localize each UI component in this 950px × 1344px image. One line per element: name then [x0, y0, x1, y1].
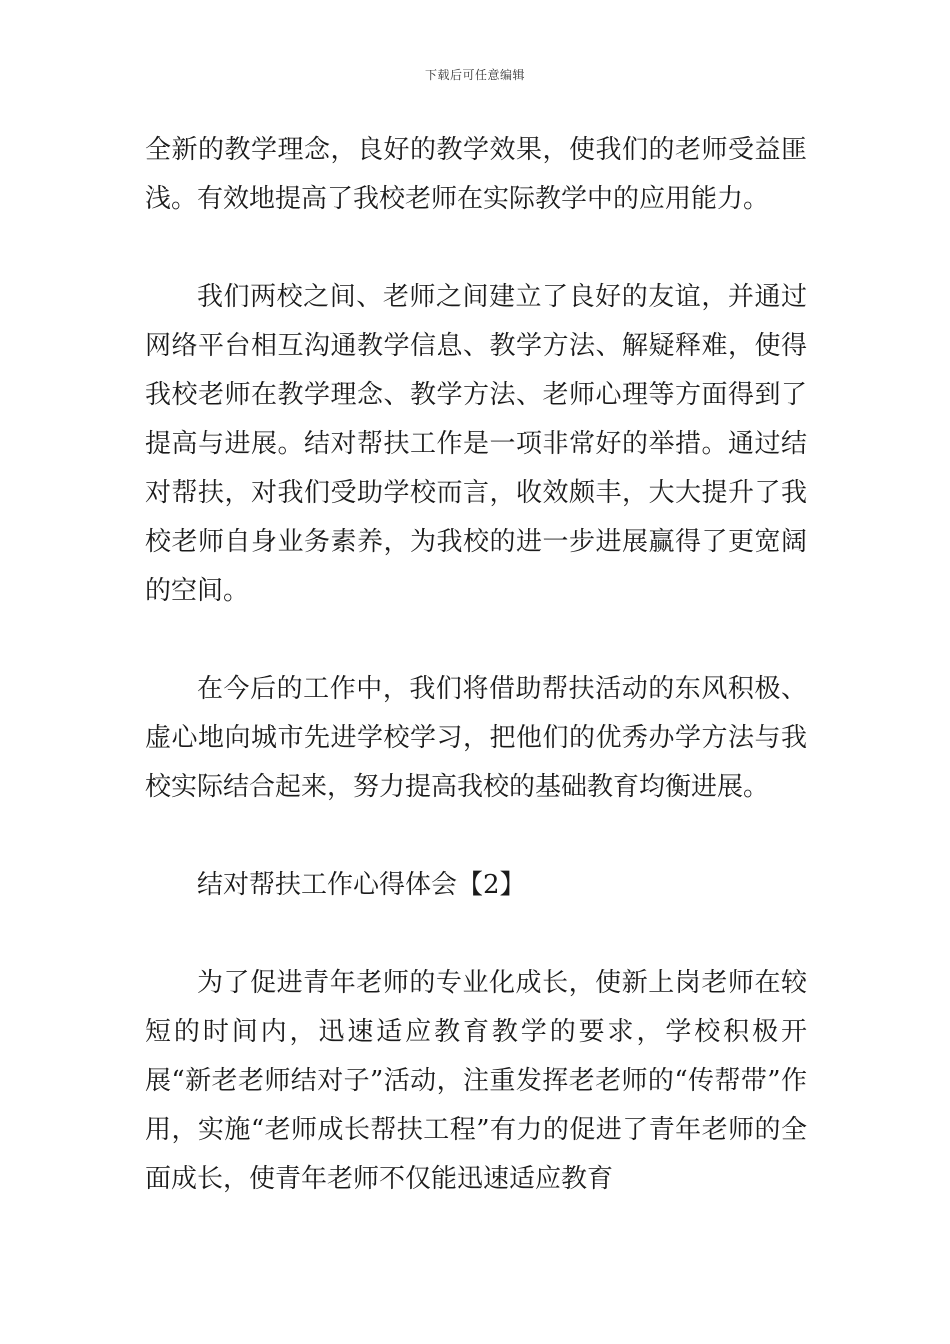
paragraph-gap	[145, 616, 807, 665]
paragraph-gap	[145, 910, 807, 959]
paragraph-2: 我们两校之间、老师之间建立了良好的友谊，并通过网络平台相互沟通教学信息、教学方法、解疑释难，使得我校老师在教学理念、教学方法、老师心理等方面得到了提高与进展。结对帮扶工作是一项非常好的举措。通过结对帮扶，对我们受助学校而言，收效颇丰，大大提升了我校老师自身业务素养，为我校的进一步进展赢得了更宽阔的空间。	[145, 282, 807, 606]
paragraph-3: 在今后的工作中，我们将借助帮扶活动的东风积极、虚心地向城市先进学校学习，把他们的优秀办学方法与我校实际结合起来，努力提高我校的基础教育均衡进展。	[145, 674, 807, 802]
page-header: 下载后可任意编辑	[424, 68, 525, 82]
section-heading: 结对帮扶工作心得体会【2】	[197, 870, 526, 900]
paragraph-5: 为了促进青年老师的专业化成长，使新上岗老师在较短的时间内，迅速适应教育教学的要求，学校积极开展“新老老师结对子”活动，注重发挥老老师的“传帮带”作用，实施“老师成长帮扶工程”有力的促进了青年老师的全面成长，使青年老师不仅能迅速适应教育	[145, 968, 807, 1194]
paragraph-1: 全新的教学理念，良好的教学效果，使我们的老师受益匪浅。有效地提高了我校老师在实际教学中的应用能力。	[145, 135, 807, 214]
document-body	[145, 126, 807, 1204]
paragraph-gap	[145, 812, 807, 861]
paragraph-gap	[145, 224, 807, 273]
